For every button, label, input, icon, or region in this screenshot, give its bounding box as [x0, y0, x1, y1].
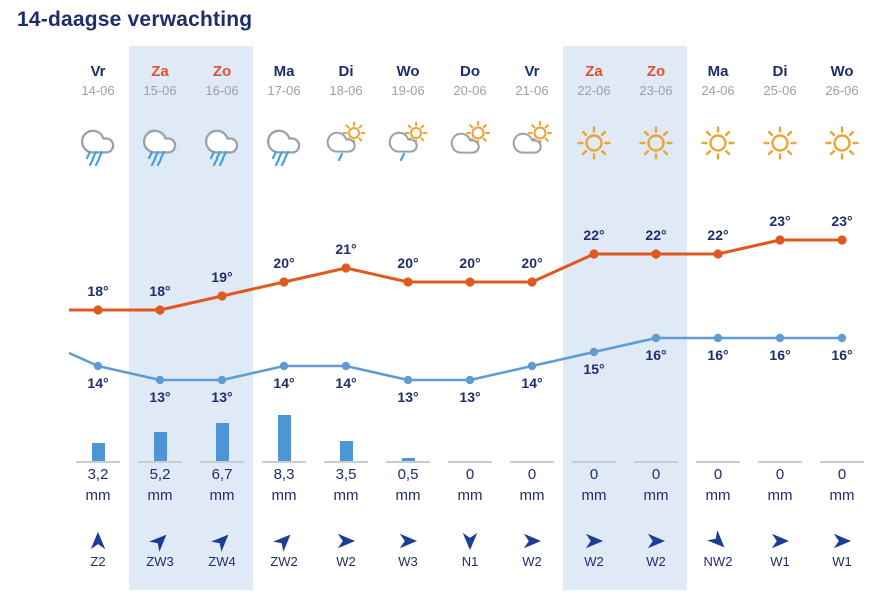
- wind-cell: [584, 529, 604, 569]
- wind-arrow-icon: [274, 529, 294, 553]
- day-column-25-06[interactable]: [749, 46, 811, 569]
- precipitation-cell: [76, 416, 120, 504]
- max-temp-label: 19°: [211, 269, 233, 285]
- day-date: 25-06: [763, 82, 797, 98]
- wind-label: W1: [832, 554, 852, 569]
- min-temp-label: 13°: [397, 389, 419, 405]
- precip-value: 5,2: [149, 466, 171, 483]
- precipitation-cell: [200, 416, 244, 504]
- precipitation-cell: [448, 416, 492, 504]
- precip-value: 0: [713, 466, 723, 483]
- wind-cell: [832, 529, 852, 569]
- day-date: 26-06: [825, 82, 859, 98]
- max-temp-label: 18°: [149, 283, 171, 299]
- precip-value: 0: [651, 466, 661, 483]
- precipitation-cell: [572, 416, 616, 504]
- day-column-26-06[interactable]: [811, 46, 873, 569]
- day-date: 21-06: [515, 82, 549, 98]
- min-temp-label: 16°: [769, 347, 791, 363]
- precip-value: 0: [465, 466, 475, 483]
- wind-cell: [460, 529, 480, 569]
- precip-bar-fill: [154, 432, 167, 461]
- sun-icon: [819, 100, 865, 186]
- day-date: 15-06: [143, 82, 177, 98]
- precip-unit: mm: [829, 487, 855, 504]
- day-date: 16-06: [205, 82, 239, 98]
- min-temp-label: 13°: [459, 389, 481, 405]
- wind-arrow-icon: [832, 529, 852, 553]
- day-column-17-06[interactable]: [253, 46, 315, 569]
- max-temp-label: 23°: [831, 213, 853, 229]
- wind-label: W2: [584, 554, 604, 569]
- day-date: 14-06: [81, 82, 115, 98]
- wind-label: ZW2: [270, 554, 298, 569]
- wind-cell: [270, 529, 297, 569]
- precipitation-cell: [696, 416, 740, 504]
- precip-unit: mm: [705, 487, 731, 504]
- precip-value: 6,7: [211, 466, 233, 483]
- precip-bar-fill: [278, 415, 291, 461]
- max-temp-label: 20°: [273, 255, 295, 271]
- wind-label: W3: [398, 554, 418, 569]
- day-date: 20-06: [453, 82, 487, 98]
- wind-arrow-icon: [398, 529, 418, 553]
- day-name: Zo: [646, 63, 666, 80]
- precip-unit: mm: [767, 487, 793, 504]
- sun-rain-icon: [323, 100, 369, 186]
- precip-value: 3,2: [87, 466, 109, 483]
- day-column-23-06[interactable]: [625, 46, 687, 569]
- day-name: Vr: [90, 63, 106, 80]
- max-temp-label: 23°: [769, 213, 791, 229]
- precip-value: 8,3: [273, 466, 295, 483]
- max-temp-label: 22°: [707, 227, 729, 243]
- precip-bar: [820, 416, 864, 463]
- day-date: 17-06: [267, 82, 301, 98]
- wind-arrow-icon: [212, 529, 232, 553]
- precip-unit: mm: [209, 487, 235, 504]
- precip-bar: [76, 416, 120, 463]
- rain-icon: [261, 100, 307, 186]
- wind-label: ZW4: [208, 554, 236, 569]
- wind-label: ZW3: [146, 554, 174, 569]
- precip-bar-fill: [92, 443, 105, 461]
- precip-unit: mm: [519, 487, 545, 504]
- wind-cell: [146, 529, 173, 569]
- precip-unit: mm: [147, 487, 173, 504]
- page-title: 14-daagse verwachting: [17, 8, 253, 31]
- day-name: Ma: [707, 63, 729, 80]
- precipitation-cell: [758, 416, 802, 504]
- sun-rain-icon: [385, 100, 431, 186]
- sun-cloud-icon: [447, 100, 493, 186]
- precip-bar: [324, 416, 368, 463]
- day-column-14-06[interactable]: [67, 46, 129, 569]
- precipitation-cell: [262, 416, 306, 504]
- wind-cell: [336, 529, 356, 569]
- precip-bar-fill: [216, 423, 229, 461]
- wind-label: W1: [770, 554, 790, 569]
- precip-value: 3,5: [335, 466, 357, 483]
- forecast-grid: [67, 46, 873, 569]
- precip-value: 0,5: [397, 466, 419, 483]
- min-temp-label: 16°: [707, 347, 729, 363]
- day-column-18-06[interactable]: [315, 46, 377, 569]
- day-column-16-06[interactable]: [191, 46, 253, 569]
- day-date: 24-06: [701, 82, 735, 98]
- max-temp-label: 20°: [521, 255, 543, 271]
- precip-bar: [386, 416, 430, 463]
- precip-value: 0: [527, 466, 537, 483]
- day-name: Di: [772, 63, 788, 80]
- day-date: 19-06: [391, 82, 425, 98]
- day-name: Ma: [273, 63, 295, 80]
- wind-arrow-icon: [88, 529, 108, 553]
- precip-bar-fill: [340, 441, 353, 461]
- precip-unit: mm: [643, 487, 669, 504]
- precip-unit: mm: [333, 487, 359, 504]
- min-temp-label: 14°: [273, 375, 295, 391]
- wind-label: NW2: [703, 554, 733, 569]
- wind-arrow-icon: [460, 529, 480, 553]
- day-date: 18-06: [329, 82, 363, 98]
- precip-unit: mm: [581, 487, 607, 504]
- precipitation-cell: [510, 416, 554, 504]
- wind-label: W2: [336, 554, 356, 569]
- day-date: 23-06: [639, 82, 673, 98]
- precip-bar: [138, 416, 182, 463]
- wind-cell: [704, 529, 733, 569]
- wind-arrow-icon: [522, 529, 542, 553]
- min-temp-label: 14°: [521, 375, 543, 391]
- precipitation-cell: [634, 416, 678, 504]
- wind-arrow-icon: [770, 529, 790, 553]
- rain-icon: [75, 100, 121, 186]
- wind-arrow-icon: [708, 529, 728, 553]
- precipitation-cell: [386, 416, 430, 504]
- day-date: 22-06: [577, 82, 611, 98]
- day-column-19-06[interactable]: [377, 46, 439, 569]
- day-name: Do: [460, 63, 480, 80]
- precip-bar-fill: [402, 458, 415, 461]
- wind-cell: [88, 529, 108, 569]
- sun-icon: [695, 100, 741, 186]
- max-temp-label: 18°: [87, 283, 109, 299]
- precip-value: 0: [775, 466, 785, 483]
- max-temp-label: 21°: [335, 241, 357, 257]
- day-name: Za: [585, 63, 603, 80]
- precip-bar: [448, 416, 492, 463]
- precip-bar: [510, 416, 554, 463]
- precip-bar: [200, 416, 244, 463]
- day-column-21-06[interactable]: [501, 46, 563, 569]
- wind-label: W2: [522, 554, 542, 569]
- wind-cell: [208, 529, 235, 569]
- day-name: Zo: [212, 63, 232, 80]
- day-name: Wo: [396, 63, 420, 80]
- sun-icon: [633, 100, 679, 186]
- min-temp-label: 16°: [831, 347, 853, 363]
- precip-bar: [572, 416, 616, 463]
- max-temp-label: 20°: [459, 255, 481, 271]
- wind-arrow-icon: [336, 529, 356, 553]
- precip-unit: mm: [271, 487, 297, 504]
- precip-bar: [262, 416, 306, 463]
- min-temp-label: 14°: [87, 375, 109, 391]
- precip-value: 0: [837, 466, 847, 483]
- day-name: Vr: [524, 63, 540, 80]
- precip-unit: mm: [457, 487, 483, 504]
- sun-icon: [571, 100, 617, 186]
- day-column-22-06[interactable]: [563, 46, 625, 569]
- day-name: Za: [151, 63, 169, 80]
- min-temp-label: 13°: [211, 389, 233, 405]
- min-temp-label: 15°: [583, 361, 605, 377]
- day-column-15-06[interactable]: [129, 46, 191, 569]
- sun-icon: [757, 100, 803, 186]
- min-temp-label: 13°: [149, 389, 171, 405]
- precipitation-cell: [820, 416, 864, 504]
- precipitation-cell: [324, 416, 368, 504]
- rain-icon: [199, 100, 245, 186]
- day-name: Wo: [830, 63, 854, 80]
- wind-cell: [770, 529, 790, 569]
- wind-label: W2: [646, 554, 666, 569]
- max-temp-label: 20°: [397, 255, 419, 271]
- max-temp-label: 22°: [645, 227, 667, 243]
- precip-bar: [634, 416, 678, 463]
- wind-cell: [398, 529, 418, 569]
- precip-bar: [696, 416, 740, 463]
- max-temp-label: 22°: [583, 227, 605, 243]
- day-column-24-06[interactable]: [687, 46, 749, 569]
- wind-arrow-icon: [646, 529, 666, 553]
- wind-arrow-icon: [584, 529, 604, 553]
- wind-arrow-icon: [150, 529, 170, 553]
- rain-icon: [137, 100, 183, 186]
- precip-unit: mm: [395, 487, 421, 504]
- day-column-20-06[interactable]: [439, 46, 501, 569]
- wind-label: Z2: [90, 554, 106, 569]
- wind-label: N1: [461, 554, 479, 569]
- day-name: Di: [338, 63, 354, 80]
- min-temp-label: 14°: [335, 375, 357, 391]
- min-temp-label: 16°: [645, 347, 667, 363]
- precip-value: 0: [589, 466, 599, 483]
- precip-unit: mm: [85, 487, 111, 504]
- precip-bar: [758, 416, 802, 463]
- wind-cell: [522, 529, 542, 569]
- wind-cell: [646, 529, 666, 569]
- sun-cloud-icon: [509, 100, 555, 186]
- precipitation-cell: [138, 416, 182, 504]
